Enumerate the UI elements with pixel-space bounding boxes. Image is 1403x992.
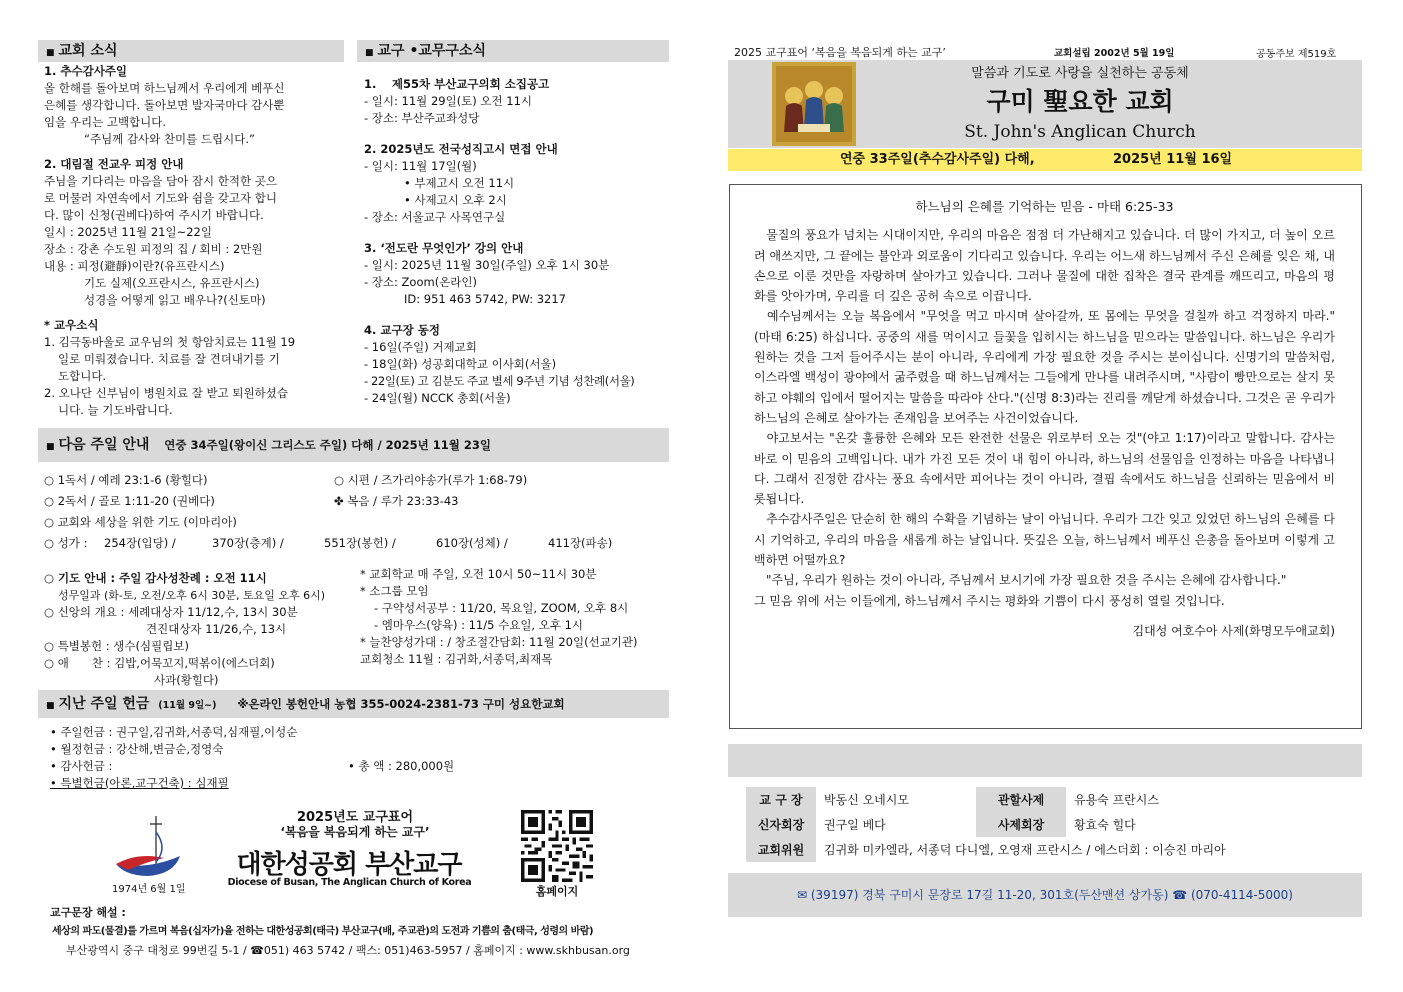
prayer-line: ○ 애 찬 : 김밥,어묵꼬지,떡볶이(에스더회) [44,656,275,670]
next-sunday-header: ■ 다음 주일 안내 연중 34주일(왕이신 그리스도 주일) 다해 / 2025년 11월 23일 [38,428,669,462]
news-line: 올 한해를 돌아보며 하느님께서 우리에게 베푸신 [44,81,285,95]
diocese-news-header: ■ 교구 •교무구소식 [357,40,669,62]
diocese-name: 대한성공회 부산교구 [236,850,462,880]
news-line: 성경을 어떻게 읽고 배우나?(신토마) [84,293,266,307]
hymns-label: ○ 성가 : [44,536,88,550]
prayer-line: ○ 신앙의 개요 : 세례대상자 11/12,수, 13시 30분 [44,605,298,619]
staff-table [746,787,1234,862]
diocese-news-title: 교구 •교무구소식 [377,43,487,59]
gospel: ✤ 복음 / 루가 23:33-43 [334,494,459,508]
news-line: 일로 미뤄졌습니다. 치료를 잘 견뎌내기를 기 [58,352,280,366]
prayer: ○ 교회와 세상을 위한 기도 (이마리아) [44,515,237,529]
divider-bar [728,744,1362,777]
sermon-paragraph: 추수감사주일은 단순히 한 해의 수확을 기념하는 날이 아닙니다. 우리가 그간 잊고 있었던 하느님의 은혜를 다시 기억하고, 우리의 마음을 새롭게 하는 날입니다. 뜻깊은 오늘, 하느님께서 베푸신 은총을 돌아보며 이렇게 고백하면 어떨까요? [754,512,1335,568]
diocese-line: • 사제고시 오후 2시 [404,193,507,207]
cover-established: 교회설립 2002년 5월 19일 [1054,48,1175,59]
online-offering: ※온라인 봉헌안내 농협 355-0024-2381-73 구미 성요한교회 [237,697,565,711]
news-line: 도합니다. [58,369,107,383]
sunday-date: 2025년 11월 16일 [1113,152,1233,167]
staff-label: 사제회장 [976,812,1066,837]
psalm: ○ 시편 / 즈가리야송가(루가 1:68-79) [334,473,528,487]
prayer-line: 성무일과 (화-토, 오전/오후 6시 30분, 토요일 오후 6시) [58,589,325,602]
prayer-line: - 엠마우스(양육) : 11/5 수요일, 오후 1시 [374,618,584,632]
diocese-line: - 일시: 11월 17일(월) [364,159,477,173]
cover-tagline: 말씀과 기도로 사랑을 실천하는 공동체 [971,66,1189,81]
diocese-line: - 16일(주일) 거제교회 [364,340,477,354]
emblem-title: 교구문장 해설 : [50,906,126,919]
sunday-bar [728,149,1362,171]
diocese-line: - 24일(월) NCCK 총회(서울) [364,391,511,405]
prayer-line: * 교회학교 매 주일, 오전 10시 50~11시 30분 [360,567,597,581]
church-name: 구미 聖요한 교회 [986,87,1174,116]
news-line: 2. 오나단 신부님이 병원치료 잘 받고 퇴원하셨습 [44,386,288,400]
staff-row [746,787,1234,812]
prayer-info-left [44,570,354,689]
hymn: 254장(입당) / [104,536,176,550]
diocese-address: 부산광역시 중구 대청로 99번길 5-1 / ☎051) 463 5742 / 팩스: 051)463-5957 / 홈페이지 : www.skhbusan.org [66,944,630,957]
sunday-title: 연중 33주일(추수감사주일) 다해, [840,152,1035,167]
staff-value: 박동신 오네시모 [824,793,909,807]
diocese-line: ID: 951 463 5742, PW: 3217 [404,292,566,306]
offering-line: • 특별헌금(아론,교구건축) : 심재필 [50,776,229,790]
news-line: 일시 : 2025년 11월 21일~22일 [44,225,212,239]
prayer-line: ○ 특별봉헌 : 생수(심필립보) [44,639,189,653]
sermon-paragraph: 물질의 풍요가 넘치는 시대이지만, 우리의 마음은 점점 더 가난해지고 있습니다. 더 많이 가지고, 더 높이 오르려 애쓰지만, 그 끝에는 불안과 외로움이 기다리고 있습니다. 우리는 어느새 하느님께서 주신 은혜를 잊은 채, 내 손으로 이룬 것만을 자랑하며 살아가고 있습니다. 그러나 물질에 대한 집착은 결국 관계를 깨뜨리고, 마음의 평화를 앗아가며, 우리를 더 깊은 공허 속으로 이끕니다. [754,228,1335,304]
news-line: 임을 우리는 고백합니다. [44,115,167,129]
hymn: 610장(성체) / [436,536,508,550]
diocese-logo [108,812,188,882]
church-news-title: 교회 소식 [58,43,118,59]
prayer-line: 견진대상자 11/26,수, 13시 [146,622,287,636]
sermon-paragraph: 그 믿음 위에 서는 이들에게, 하느님께서 주시는 평화와 기쁨이 다시 풍성히 열릴 것입니다. [754,593,1225,608]
sermon-title: 하느님의 은혜를 기억하는 믿음 - 마태 6:25-33 [915,199,1174,214]
diocese-item-title: 4. 교구장 동정 [364,323,440,337]
prayer-line: * 소그룹 모임 [360,584,429,598]
news-item-title: 1. 추수감사주일 [44,64,128,78]
prayer-line: 교회청소 11월 : 김귀화,서종덕,최재목 [360,652,553,666]
prayer-info-right [360,566,670,668]
news-item-title: 2. 대림절 전교우 피정 안내 [44,157,184,171]
reading-2: ○ 2독서 / 골로 1:11-20 (권베다) [44,494,215,508]
offering-header: ■ 지난 주일 헌금 (11월 9일~) ※온라인 봉헌안내 농협 355-0024-2381-73 구미 성요한교회 [38,690,669,718]
diocese-line: - 장소: Zoom(온라인) [364,275,478,289]
staff-value: 김귀화 미카엘라, 서종덕 다니엘, 오영재 프란시스 / 에스더회 : 이승진 마리아 [824,843,1226,857]
news-line: 기도 실제(오프란시스, 유프란시스) [84,276,260,290]
hymn: 370장(층계) / [212,536,284,550]
news-item-title: * 교우소식 [44,318,99,332]
motto-title: 2025년도 교구표어 [296,810,414,825]
sermon-author: 김대성 여호수아 사제(화명모두애교회) [1132,623,1335,638]
offering-line: • 월정헌금 : 강산해,변금순,정영숙 [50,742,224,756]
staff-label: 신자회장 [746,812,816,837]
next-sunday-title: 다음 주일 안내 [58,437,150,453]
diocese-line: - 장소: 부산주교좌성당 [364,111,480,125]
news-line: 주님을 기다리는 마음을 담아 잠시 한적한 곳으 [44,174,278,188]
diocese-line: - 일시: 2025년 11월 30일(주일) 오후 1시 30분 [364,258,610,272]
church-name-en: St. John's Anglican Church [964,122,1196,142]
prayer-line: ○ 기도 안내 : 주일 감사성찬례 : 오전 11시 [44,571,267,585]
prayer-line: - 구약성서공부 : 11/20, 목요일, ZOOM, 오후 8시 [374,601,629,615]
staff-label: 관할사제 [976,787,1066,812]
trinity-icon [772,62,856,146]
staff-value: 권구일 베다 [824,818,886,832]
diocese-item-title: 1. 제55차 부산교구의회 소집공고 [364,77,550,91]
cover-top-left: 2025 교구표어 ‘복음을 복음되게 하는 교구’ [734,46,946,59]
contact-bar: ✉ (39197) 경북 구미시 문장로 17길 11-20, 301호(두산맨션 상가동) ☎ (070-4114-5000) [728,873,1362,917]
diocese-line: - 일시: 11월 29일(토) 오전 11시 [364,94,533,108]
next-sunday-subtitle: 연중 34주일(왕이신 그리스도 주일) 다해 / 2025년 11월 23일 [164,438,492,452]
hymn: 551장(봉헌) / [324,536,396,550]
news-line: 은혜를 생각합니다. 돌아보면 발자국마다 감사뿐 [44,98,285,112]
hymn: 411장(파송) [548,536,613,550]
staff-value: 황효숙 힐다 [1074,818,1136,832]
diocese-item-title: 3. ‘전도란 무엇인가’ 강의 안내 [364,241,524,255]
cover-issue: 공동주보 제519호 [1256,49,1337,60]
sermon-paragraph: "주님, 우리가 원하는 것이 아니라, 주님께서 보시기에 가장 필요한 것을 주시는 은혜에 감사합니다." [754,573,1287,588]
news-line: 로 머물러 자연속에서 기도와 쉼을 갖고자 합니 [44,191,278,205]
diocese-item-title: 2. 2025년도 전국성직고시 면접 안내 [364,142,558,156]
staff-row [746,812,1234,837]
diocese-line: • 부제고시 오전 11시 [404,176,515,190]
offering-line: • 주일헌금 : 권구일,김귀화,서종덕,심재필,이성순 [50,725,298,739]
sermon-paragraph: 야고보서는 "온갖 훌륭한 은혜와 모든 완전한 선물은 위로부터 오는 것"(야고 1:17)이라고 말합니다. 감사는 바로 이 믿음의 고백입니다. 내가 가진 모든 것이 내 힘이 아니라, 하느님의 선물임을 인정하는 마음을 나타냅니다. 그래서 진정한 감사는 풍요 속에서만 피어나는 것이 아니라, 결핍 속에서도 하느님을 신뢰하는 믿음에서 비롯됩니다. [754,431,1335,507]
staff-label: 교회위원 [746,837,816,862]
offering-total: • 총 액 : 280,000원 [348,759,455,773]
diocese-line: - 22일(토) 고 김분도 주교 별세 9주년 기념 성찬례(서울) [364,374,635,388]
news-line: 다. 많이 신청(권베다)하여 주시기 바랍니다. [44,208,264,222]
staff-table-wrap [746,787,1234,862]
prayer-line: 사과(황힐다) [154,673,219,687]
qr-code[interactable] [521,810,593,882]
news-line: 장소 : 강촌 수도원 피정의 집 / 회비 : 2만원 [44,242,263,256]
church-news-body [44,63,344,419]
news-line: “주님께 감사와 찬미를 드립시다.” [84,132,255,146]
founded-date: 1974년 6월 1일 [112,884,186,895]
staff-value: 유용숙 프란시스 [1074,793,1159,807]
prayer-line: * 늘찬양성가대 : / 창조절간담회: 11월 20일(선교기관) [360,635,638,649]
diocese-name-en: Diocese of Busan, The Anglican Church of Korea [227,877,472,888]
staff-row [746,837,1234,862]
sermon-paragraph: 예수님께서는 오늘 복음에서 "무엇을 먹고 마시며 살아갈까, 또 몸에는 무엇을 걸칠까 하고 걱정하지 마라."(마태 6:25) 하십니다. 공중의 새를 먹이시고 들꽃을 입히시는 하느님을 믿으라는 말씀입니다. 하느님은 우리가 원하는 것을 그저 들어주시는 분이 아니라, 우리에게 가장 필요한 것을 주시는 분이십니다. 신명기의 말씀처럼, 이스라엘 백성이 광야에서 굶주렸을 때 하느님께서는 그들에게 만나를 내려주시며, "사람이 빵만으로는 살지 못하고 야훼의 입에서 떨어지는 말씀을 따라야 산다."(신명 8:3)라는 진리를 깨닫게 하셨습니다. 그것은 곧 우리가 하느님의 은혜로 살아가는 존재임을 보여주는 사건이었습니다. [754,309,1335,425]
reading-1: ○ 1독서 / 예레 23:1-6 (황힐다) [44,473,208,487]
emblem-text: 세상의 파도(물결)를 가르며 복음(십자가)을 전하는 대한성공회(태극) 부산교구(배, 주교관)의 도전과 기쁨의 춤(태극, 성령의 바람) [52,926,594,937]
sermon-box [729,184,1362,729]
diocese-news-body [364,76,669,407]
diocese-line: - 장소: 서울교구 사목연구실 [364,210,506,224]
diocese-line: - 18일(화) 성공회대학교 이사회(서울) [364,357,557,371]
news-line: 니다. 늘 기도바랍니다. [58,403,173,417]
next-sunday-body [44,470,669,554]
news-line: 1. 김극동바울로 교우님의 첫 항암치료는 11월 19 [44,335,296,349]
offering-title: 지난 주일 헌금 [58,696,150,712]
offering-line: • 감사헌금 : [50,759,113,773]
motto: ‘복음을 복음되게 하는 교구’ [280,825,430,839]
qr-label: 홈페이지 [535,885,579,898]
offering-date: (11월 9일~) [158,700,217,711]
staff-label: 교 구 장 [746,787,816,812]
news-line: 내용 : 피정(避靜)이란?(유프란시스) [44,259,225,273]
church-news-header: ■ 교회 소식 [38,40,344,62]
